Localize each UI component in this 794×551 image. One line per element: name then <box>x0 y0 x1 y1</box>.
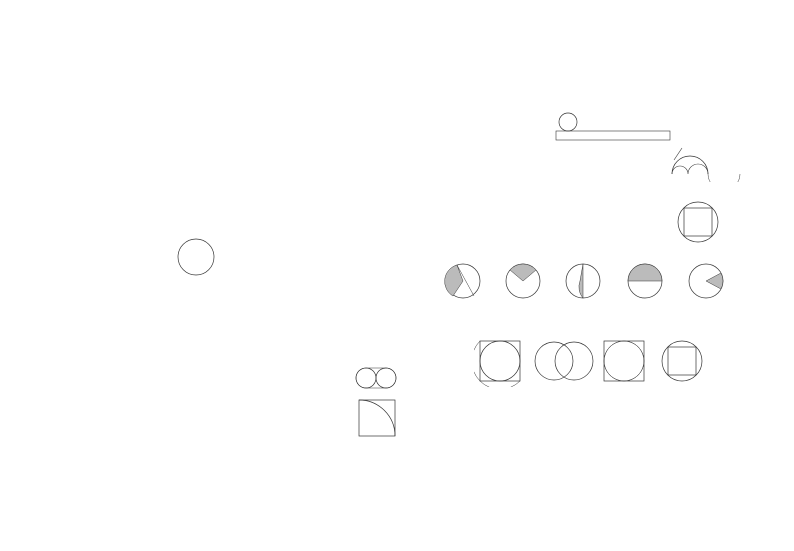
pattern-1 <box>474 341 520 387</box>
table-figure <box>675 199 721 245</box>
approx-rectangle-figure <box>232 245 294 271</box>
pattern-4 <box>662 341 702 381</box>
two-logs-figure <box>354 366 398 390</box>
pattern-2 <box>535 342 593 380</box>
square-quarter-circle-figure <box>357 398 399 440</box>
shaded-circles-figure <box>430 258 730 304</box>
window-patterns-figure <box>474 335 726 387</box>
ruler-figure <box>554 109 674 143</box>
pattern-3 <box>604 341 644 381</box>
ant-path-figure <box>664 140 746 182</box>
sector-circle-figure <box>176 237 216 277</box>
